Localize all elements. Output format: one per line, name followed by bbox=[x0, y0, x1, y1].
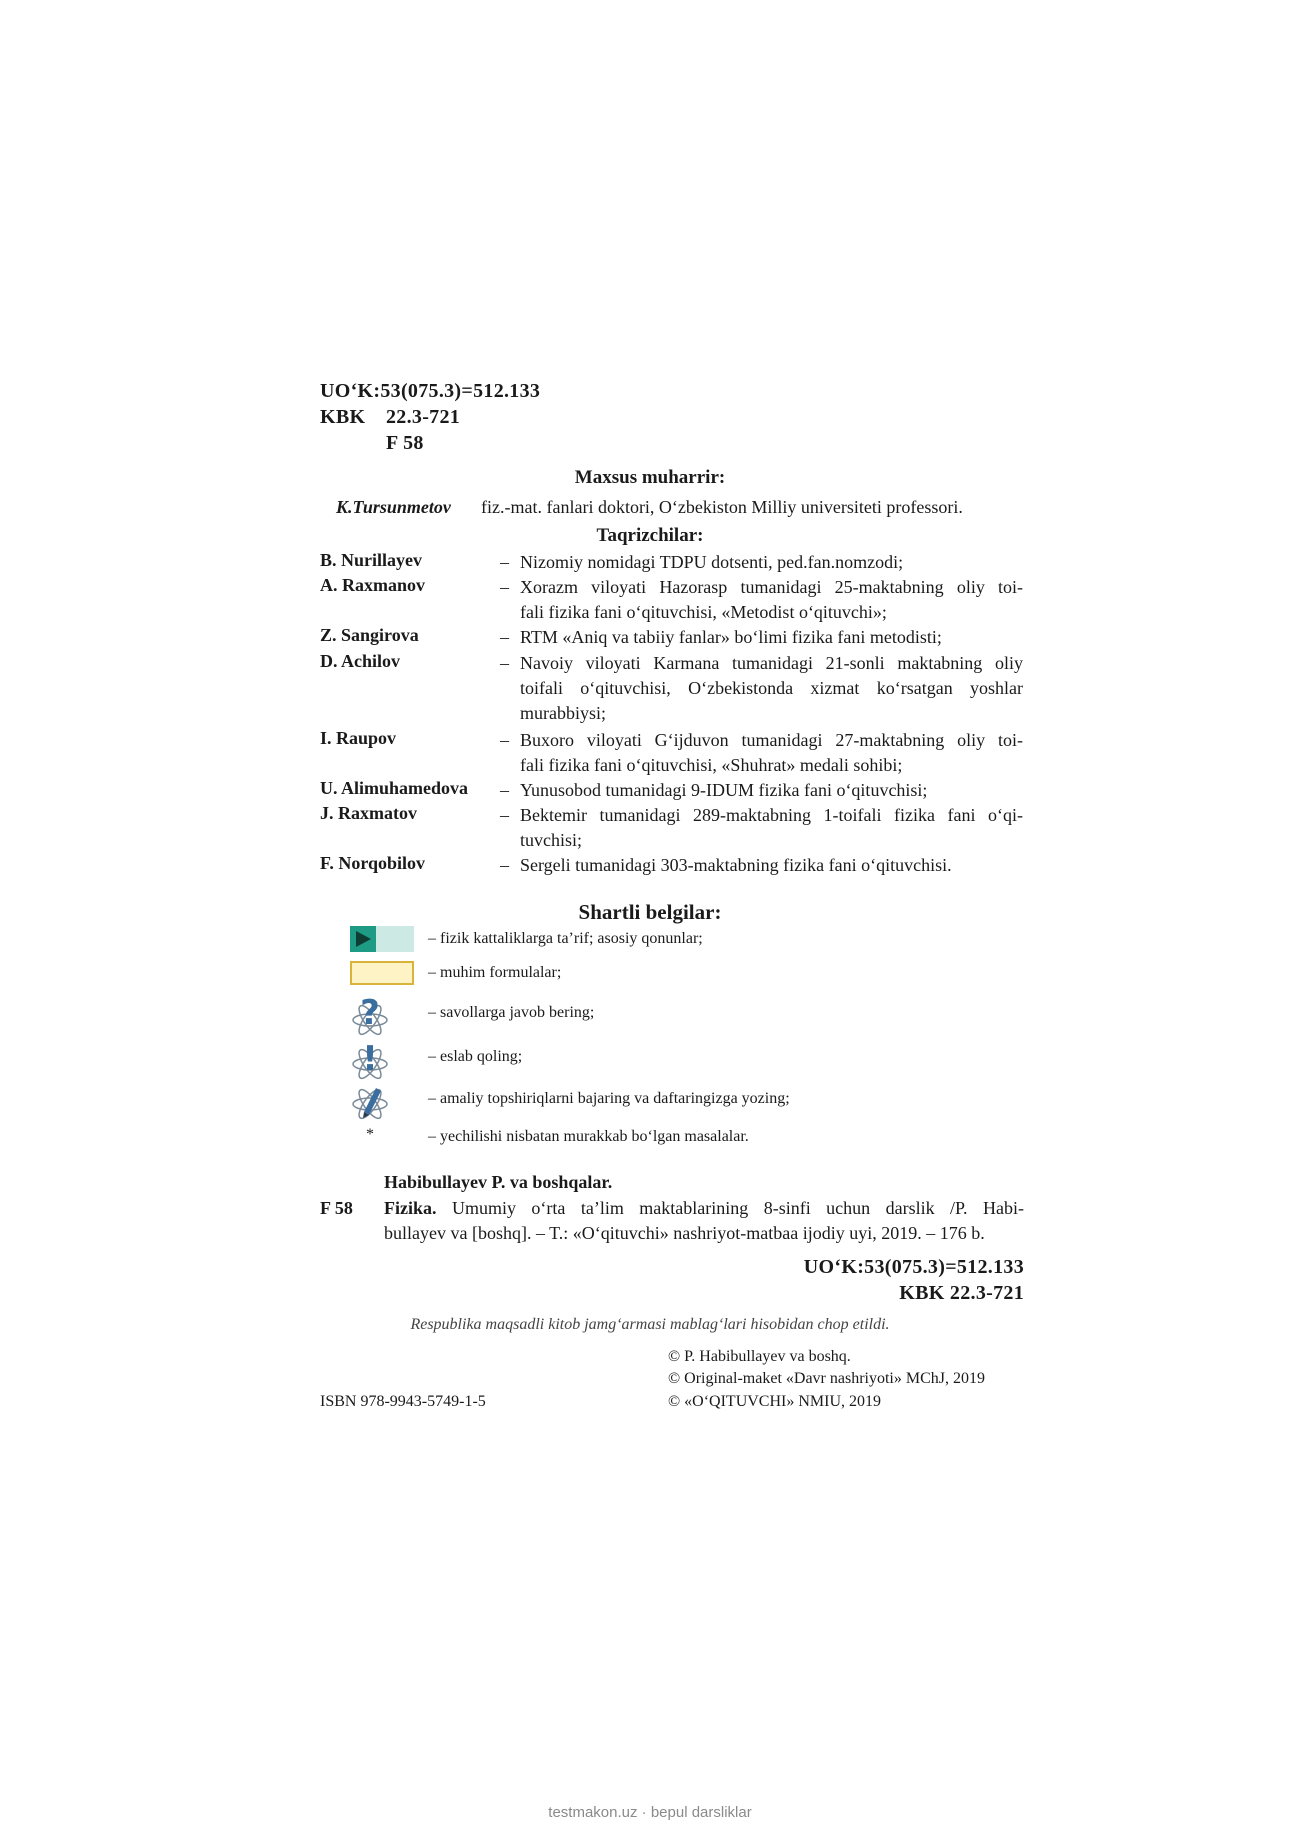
question-atom-icon bbox=[350, 990, 414, 1033]
reviewer-description: – Bektemir tumanidagi 289-maktabning 1-toifali fizika fani o‘qi- tuvchisi; bbox=[500, 805, 1023, 850]
reviewer-description-line: Sergeli tumanidagi 303-maktabning fizika fani o‘qituvchisi. bbox=[520, 855, 952, 875]
reviewer-name: D. Achilov bbox=[320, 651, 401, 671]
reviewer-description-line: toifali o‘qituvchisi, O‘zbekistonda xizmat ko‘rsatgan yoshlar bbox=[520, 678, 1023, 698]
biblio-line-2: bullayev va [boshq]. – T.: «O‘qituvchi» nashriyot-matbaa ijodiy uyi, 2019. – 176 b. bbox=[384, 1223, 985, 1243]
special-editor-heading: Maxsus muharrir: bbox=[574, 467, 726, 488]
svg-text:!: ! bbox=[362, 1039, 378, 1079]
reviewer-description-line: Buxoro viloyati G‘ijduvon tumanidagi 27-maktabning oliy toi- bbox=[520, 730, 1023, 750]
reviewer-description-line: fali fizika fani o‘qituvchisi, «Shuhrat» medali sohibi; bbox=[520, 755, 903, 775]
reviewer-description-line: RTM «Aniq va tabiiy fanlar» bo‘limi fizika fani metodisti; bbox=[520, 627, 942, 647]
reviewer-description: – Yunusobod tumanidagi 9-IDUM fizika fani o‘qituvchisi; bbox=[500, 780, 928, 800]
funding-note: Respublika maqsadli kitob jamg‘armasi mablag‘lari hisobidan chop etildi. bbox=[410, 1316, 890, 1333]
biblio-udk: UO‘K:53(075.3)=512.133 bbox=[803, 1256, 1024, 1278]
reviewer-description-line: Nizomiy nomidagi TDPU dotsenti, ped.fan.nomzodi; bbox=[520, 552, 904, 572]
kbk-code: 22.3-721 bbox=[386, 406, 461, 428]
copyright-line: © «O‘QITUVCHI» NMIU, 2019 bbox=[668, 1393, 882, 1410]
reviewer-description-line: Bektemir tumanidagi 289-maktabning 1-toifali fizika fani o‘qi- bbox=[520, 805, 1023, 825]
reviewer-description: – Xorazm viloyati Hazorasp tumanidagi 25-maktabning oliy toi- fali fizika fani o‘qituvchisi, «Metodist o‘qituvchi»; bbox=[500, 577, 1023, 622]
reviewer-name: F. Norqobilov bbox=[320, 853, 426, 873]
biblio-author: Habibullayev P. va boshqalar. bbox=[384, 1172, 613, 1192]
reviewer-name: A. Raxmanov bbox=[320, 575, 426, 595]
reviewer-description: – Nizomiy nomidagi TDPU dotsenti, ped.fan.nomzodi; bbox=[500, 552, 904, 572]
reviewer-description: – RTM «Aniq va tabiiy fanlar» bo‘limi fizika fani metodisti; bbox=[500, 627, 942, 647]
kbk-label: KBK bbox=[320, 406, 366, 428]
reviewer-name: B. Nurillayev bbox=[320, 550, 422, 570]
svg-text:?: ? bbox=[360, 993, 380, 1033]
site-footer: testmakon.uz · bepul darsliklar bbox=[548, 1804, 752, 1821]
asterisk-icon: * bbox=[366, 1126, 374, 1143]
special-editor-name: K.Tursunmetov bbox=[336, 497, 451, 517]
reviewer-description-line: Yunusobod tumanidagi 9-IDUM fizika fani o‘qituvchisi; bbox=[520, 780, 928, 800]
reviewer-description: – Buxoro viloyati G‘ijduvon tumanidagi 27-maktabning oliy toi- fali fizika fani o‘qituvchisi, «Shuhrat» medali sohibi; bbox=[500, 730, 1023, 775]
reviewer-name: I. Raupov bbox=[320, 728, 397, 748]
legend-text: – savollarga javob bering; bbox=[428, 1004, 595, 1021]
reviewer-description-line: fali fizika fani o‘qituvchisi, «Metodist o‘qituvchi»; bbox=[520, 602, 887, 622]
legend-text: – eslab qoling; bbox=[428, 1048, 523, 1065]
reviewer-name: U. Alimuhamedova bbox=[320, 778, 469, 798]
definition-marker-icon bbox=[350, 924, 414, 964]
legend-text: – yechilishi nisbatan murakkab bo‘lgan masalalar. bbox=[428, 1128, 749, 1145]
isbn: ISBN 978-9943-5749-1-5 bbox=[320, 1393, 486, 1410]
biblio-cutter: F 58 bbox=[320, 1198, 353, 1218]
pencil-atom-icon bbox=[350, 1080, 414, 1120]
legend-text: – fizik kattaliklarga ta’rif; asosiy qonunlar; bbox=[428, 930, 703, 947]
legend-heading: Shartli belgilar: bbox=[578, 900, 722, 924]
reviewer-description: – Sergeli tumanidagi 303-maktabning fizika fani o‘qituvchisi. bbox=[500, 855, 952, 875]
biblio-line-1-rest: Umumiy o‘rta ta’lim maktablarining 8-sinfi uchun darslik /P. Habi- bbox=[451, 1198, 1024, 1218]
legend-text: – amaliy topshiriqlarni bajaring va daftaringizga yozing; bbox=[428, 1090, 790, 1107]
reviewer-description-line: Xorazm viloyati Hazorasp tumanidagi 25-maktabning oliy toi- bbox=[520, 577, 1023, 597]
exclamation-atom-icon bbox=[350, 1034, 414, 1079]
udk-code: UO‘K:53(075.3)=512.133 bbox=[320, 380, 541, 402]
legend-text: – muhim formulalar; bbox=[428, 964, 562, 981]
biblio-line-1 bbox=[384, 1198, 1024, 1219]
reviewer-description-line: Navoiy viloyati Karmana tumanidagi 21-sonli maktabning oliy bbox=[520, 653, 1023, 673]
reviewer-name: J. Raxmatov bbox=[320, 803, 417, 823]
special-editor-desc: fiz.-mat. fanlari doktori, O‘zbekiston Milliy universiteti professori. bbox=[481, 497, 963, 517]
reviewer-name: Z. Sangirova bbox=[320, 625, 419, 645]
reviewer-description-line: murabbiysi; bbox=[520, 703, 606, 723]
reviewer-description: – Navoiy viloyati Karmana tumanidagi 21-sonli maktabning oliy toifali o‘qituvchisi, O‘zbekistonda xizmat ko‘rsatgan yoshlar murabbiysi; bbox=[500, 653, 1023, 723]
reviewers-heading: Taqrizchilar: bbox=[596, 525, 704, 546]
biblio-kbk: KBK 22.3-721 bbox=[899, 1282, 1024, 1304]
reviewer-description-line: tuvchisi; bbox=[520, 830, 582, 850]
copyright-line: © Original-maket «Davr nashriyoti» MChJ, 2019 bbox=[668, 1370, 985, 1387]
cutter-code: F 58 bbox=[386, 432, 424, 454]
biblio-title: Fizika. bbox=[384, 1198, 437, 1218]
copyright-line: © P. Habibullayev va boshq. bbox=[668, 1348, 851, 1365]
